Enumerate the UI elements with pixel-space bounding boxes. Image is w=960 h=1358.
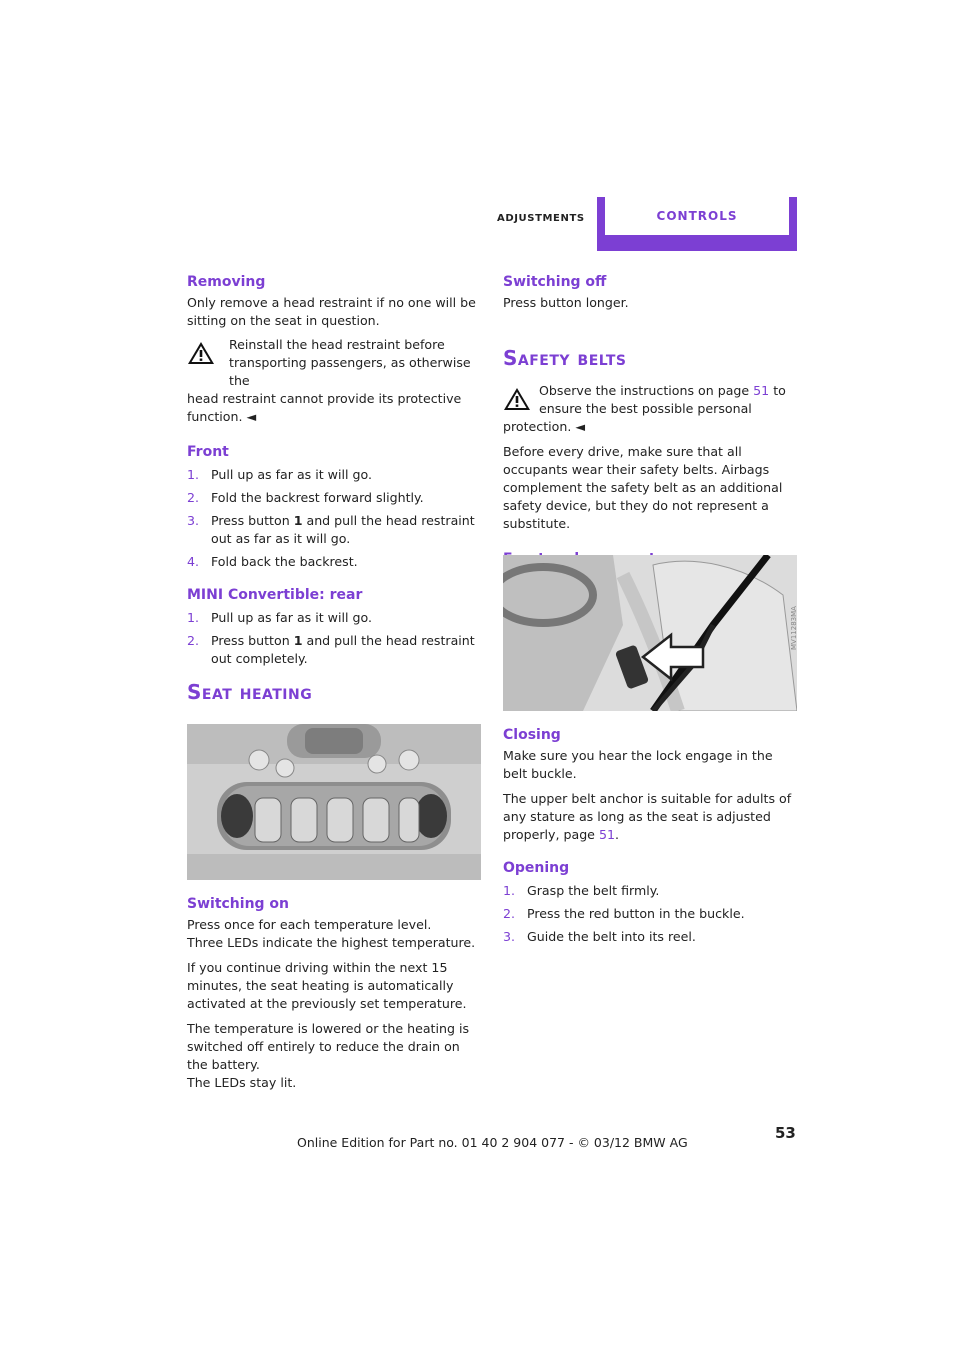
switching-on-p3b: The LEDs stay lit.	[187, 1075, 297, 1090]
switching-off-heading: Switching off	[503, 274, 607, 290]
image-code: MV11283MA	[790, 606, 798, 650]
safety-belts-heading: Safety belts	[503, 346, 627, 370]
warning-line-3: protection. ◄	[503, 419, 586, 434]
warning-line-1: Observe the instructions on page 51 to	[539, 383, 786, 398]
opening-steps	[503, 882, 799, 946]
page-link[interactable]: 51	[753, 383, 770, 398]
list-item: 3. Guide the belt into its reel.	[503, 929, 696, 944]
switching-on-p2: If you continue driving within the next 15 minutes, the seat heating is automatically activated at the previously set temperature.	[187, 960, 467, 1011]
right-column	[503, 274, 799, 567]
warning-icon	[187, 340, 215, 366]
switching-on-p1b: Three LEDs indicate the highest temperature.	[187, 935, 476, 950]
section-label: ADJUSTMENTS	[497, 213, 585, 224]
dashboard-illustration	[187, 724, 481, 880]
removing-heading: Removing	[187, 274, 266, 290]
warning-icon	[503, 386, 531, 412]
page-number: 53	[775, 1124, 796, 1142]
end-marker: ◄	[575, 419, 586, 434]
convertible-heading: MINI Convertible: rear	[187, 587, 363, 603]
front-steps	[187, 466, 483, 571]
seat-heating-heading: Seat heating	[187, 680, 313, 704]
switching-on-p1a: Press once for each temperature level.	[187, 917, 432, 932]
closing-p1: Make sure you hear the lock engage in the belt buckle.	[503, 748, 773, 781]
list-item: 2. Press button 1 and pull the head restraint out completely.	[187, 633, 475, 666]
warning-block	[187, 336, 483, 426]
end-marker: ◄	[246, 409, 257, 424]
list-item: 1. Pull up as far as it will go.	[187, 610, 372, 625]
list-item: 2. Press the red button in the buckle.	[503, 906, 745, 921]
warning-line-2: ensure the best possible personal	[539, 401, 752, 416]
seat-heating-controls-image	[187, 724, 481, 880]
switching-on-section	[187, 896, 483, 1092]
list-item: 1. Pull up as far as it will go.	[187, 467, 372, 482]
switching-off-text: Press button longer.	[503, 295, 629, 310]
page-link[interactable]: 51	[598, 827, 615, 842]
chapter-tab-label: CONTROLS	[605, 197, 789, 235]
switching-on-heading: Switching on	[187, 896, 290, 912]
closing-heading: Closing	[503, 727, 561, 743]
opening-heading: Opening	[503, 860, 570, 876]
left-column	[187, 274, 483, 673]
closing-section	[503, 727, 799, 951]
warning-block	[503, 382, 799, 436]
list-item: 1. Grasp the belt firmly.	[503, 883, 660, 898]
chapter-tab	[597, 197, 797, 251]
warning-line-2: transporting passengers, as otherwise the	[229, 355, 471, 388]
seat-belt-image	[503, 555, 797, 711]
list-item: 4. Fold back the backrest.	[187, 554, 358, 569]
front-heading: Front	[187, 444, 229, 460]
safety-belts-intro: Before every drive, make sure that all occupants wear their safety belts. Airbags complement the safety belt as an additional safety device, but they do not represent a substitute.	[503, 444, 783, 531]
switching-on-p3a: The temperature is lowered or the heating is switched off entirely to reduce the drain on the battery.	[187, 1021, 470, 1072]
closing-p2: The upper belt anchor is suitable for adults of any stature as long as the seat is adjusted properly, page 51.	[503, 791, 792, 842]
warning-line-4: function. ◄	[187, 409, 257, 424]
edition-footer: Online Edition for Part no. 01 40 2 904 077 - © 03/12 BMW AG	[297, 1135, 688, 1150]
convertible-steps	[187, 609, 483, 668]
list-item: 3. Press button 1 and pull the head restraint out as far as it will go.	[187, 513, 475, 546]
warning-line-3: head restraint cannot provide its protective	[187, 391, 462, 406]
warning-line-1: Reinstall the head restraint before	[229, 337, 445, 352]
belt-illustration	[503, 555, 797, 711]
removing-text: Only remove a head restraint if no one will be sitting on the seat in question.	[187, 295, 476, 328]
list-item: 2. Fold the backrest forward slightly.	[187, 490, 424, 505]
